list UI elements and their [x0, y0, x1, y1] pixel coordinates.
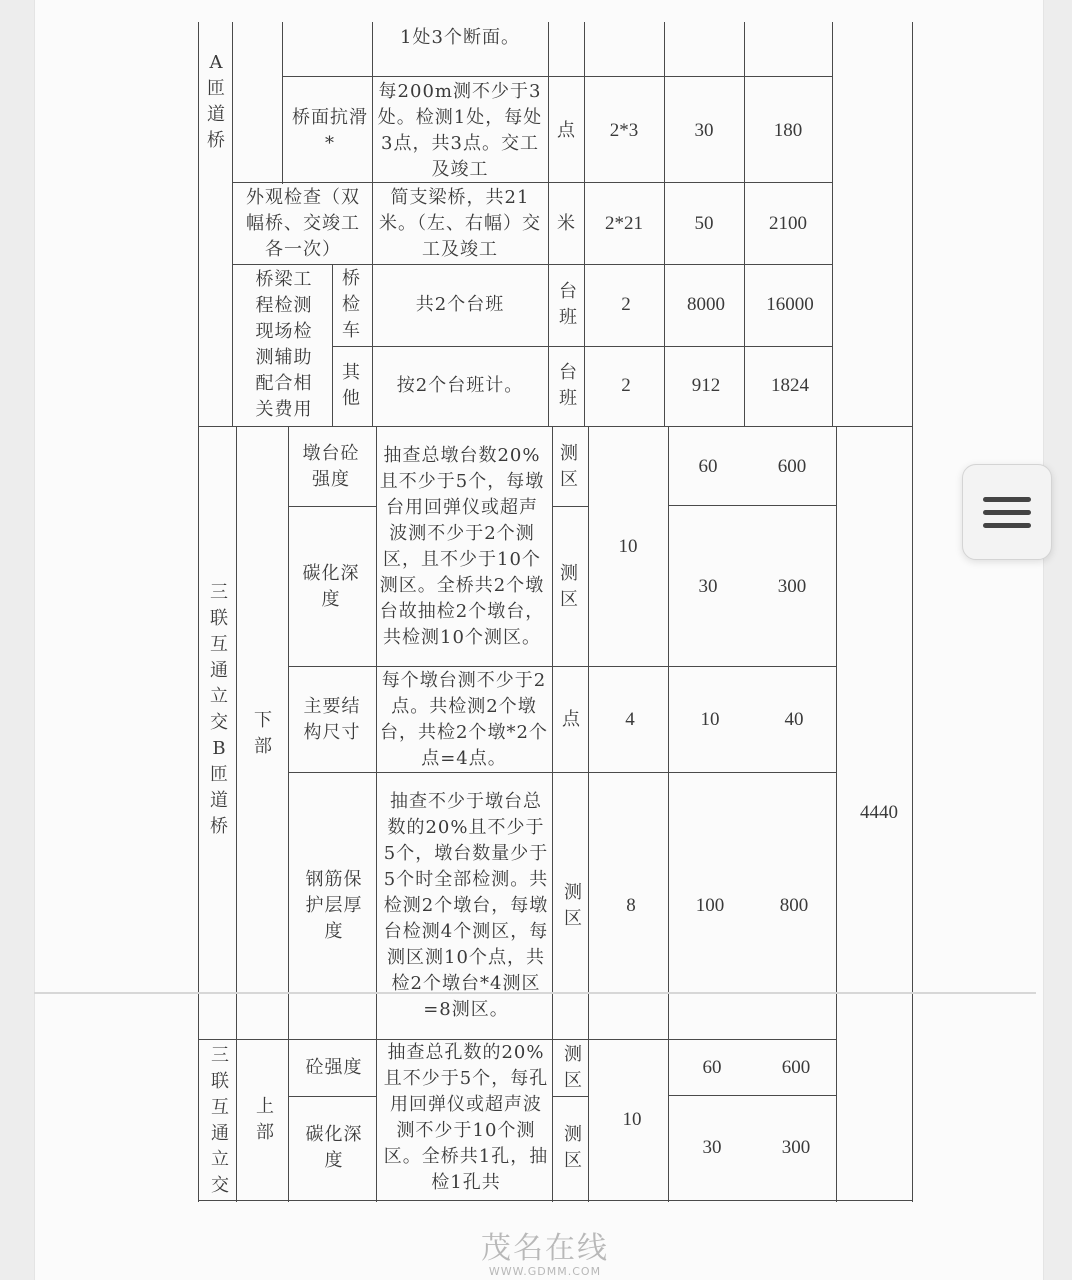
grid-line	[744, 22, 745, 426]
grid-line	[282, 22, 283, 184]
cell-item: 外观检查（双幅桥、交竣工各一次）	[246, 187, 360, 260]
cell-unit: 台班	[559, 362, 577, 409]
cell-item: 碳化深度	[305, 1124, 363, 1171]
grid-line	[664, 22, 665, 426]
cell-qty: 2*3	[609, 120, 639, 141]
cell-unit: 测区	[564, 882, 582, 929]
cell-part-upper: 上部	[256, 1096, 274, 1143]
cell-price: 60	[698, 456, 718, 477]
cell-price: 30	[698, 576, 718, 597]
grid-line	[548, 22, 549, 426]
cell-unit: 测区	[564, 1044, 582, 1091]
cell-unit: 米	[557, 213, 575, 234]
cell-item: 桥面抗滑*	[292, 107, 368, 154]
grid-line	[332, 346, 832, 347]
cell-unit: 点	[562, 709, 580, 730]
cell-unit: 测区	[560, 563, 578, 610]
cell-amount: 600	[781, 1057, 811, 1078]
cell-unit: 测区	[560, 443, 578, 490]
cell-part-lower: 下部	[254, 709, 272, 757]
cell-price: 60	[702, 1057, 722, 1078]
cell-price: 8000	[687, 294, 725, 315]
cell-qty-merged: 10	[622, 1109, 642, 1130]
cell-amount: 16000	[766, 294, 814, 315]
grid-line	[198, 1200, 912, 1201]
cell-method: 1处3个断面。	[400, 27, 520, 48]
cell-price: 100	[695, 895, 725, 916]
grid-line	[288, 506, 376, 507]
cell-price: 10	[700, 709, 720, 730]
cell-item: 桥检车	[342, 268, 360, 341]
grid-line	[836, 427, 837, 1202]
grid-line	[552, 506, 588, 507]
cell-method-merged: 抽查总墩台数20%且不少于5个，每墩台用回弹仪或超声波测不少于2个测区，且不少于10个测区。全桥共2个墩台故抽检2个墩台，共检测10个测区。	[379, 445, 545, 648]
grid-line	[288, 1096, 376, 1097]
cell-group: 桥梁工程检测现场检测辅助配合相关费用	[255, 269, 313, 420]
grid-line	[236, 427, 237, 1202]
grid-line	[912, 22, 913, 1202]
cell-amount: 40	[784, 709, 804, 730]
cell-item: 碳化深度	[302, 563, 360, 610]
grid-line	[232, 182, 832, 183]
cell-price: 30	[702, 1137, 722, 1158]
cell-item: 墩台砼强度	[302, 443, 360, 490]
page-boundary	[34, 992, 1036, 994]
cell-amount: 800	[779, 895, 809, 916]
watermark-url: WWW.GDMM.COM	[488, 1265, 602, 1278]
grid-line	[552, 1096, 588, 1097]
cell-amount: 1824	[771, 375, 809, 396]
cell-qty-merged: 10	[618, 536, 638, 557]
section-label-a-bridge: A匝道桥	[207, 52, 225, 151]
grid-line	[198, 426, 912, 427]
watermark-logo: 茂名在线	[481, 1231, 609, 1266]
grid-line	[668, 505, 836, 506]
cell-amount: 600	[777, 456, 807, 477]
grid-line	[288, 666, 836, 667]
hamburger-menu-icon	[983, 489, 1031, 536]
grid-line	[832, 22, 833, 426]
grid-line	[232, 22, 233, 426]
cell-price: 30	[694, 120, 714, 141]
cell-method: 每200m测不少于3处。检测1处，每处3点，共3点。交工及竣工	[377, 81, 543, 180]
cell-method: 每个墩台测不少于2点。共检测2个墩台，共检2个墩*2个点=4点。	[380, 670, 548, 769]
cell-price: 50	[694, 213, 714, 234]
cell-qty: 8	[626, 895, 636, 916]
cell-amount: 300	[781, 1137, 811, 1158]
grid-line	[372, 22, 373, 426]
grid-line	[198, 1039, 836, 1040]
grid-line	[668, 427, 669, 1202]
grid-line	[232, 264, 832, 265]
cell-qty: 2	[621, 294, 631, 315]
grid-line	[588, 427, 589, 1202]
cell-method: 按2个台班计。	[396, 375, 524, 396]
cell-method-merged: 抽查总孔数的20%且不少于5个，每孔用回弹仪或超声波测不少于10个测区。全桥共1孔，抽检1孔共	[383, 1042, 549, 1193]
cell-method: 简支梁桥，共21米。（左、右幅）交工及竣工	[379, 187, 541, 260]
cell-qty: 2*21	[605, 213, 643, 234]
cell-qty: 4	[625, 709, 635, 730]
cell-amount: 2100	[769, 213, 807, 234]
cell-method: 共2个台班	[415, 294, 505, 315]
cell-method: 抽查不少于墩台总数的20%且不少于5个，墩台数量少于5个时全部检测。共检测2个墩台，每墩台检测4个测区，每测区测10个点，共检2个墩台*4测区=8测区。	[383, 791, 549, 1020]
grid-line	[198, 22, 199, 1202]
cell-item: 砼强度	[305, 1057, 363, 1078]
grid-line	[668, 1095, 836, 1096]
cell-unit: 台班	[559, 281, 577, 328]
grid-line	[282, 76, 832, 77]
grid-line	[376, 427, 377, 1202]
cell-item: 其他	[342, 362, 360, 409]
grid-line	[552, 427, 553, 1202]
watermark	[430, 1232, 660, 1280]
cell-item: 钢筋保护层厚度	[305, 869, 363, 942]
section-label-next-bridge: 三联互通立交	[211, 1045, 229, 1196]
cell-amount: 300	[777, 576, 807, 597]
cell-section-total: 4440	[860, 802, 898, 823]
cell-unit: 测区	[564, 1124, 582, 1171]
grid-line	[584, 22, 585, 426]
grid-line	[288, 427, 289, 1202]
cell-price: 912	[691, 375, 721, 396]
cell-amount: 180	[773, 120, 803, 141]
grid-line	[288, 772, 836, 773]
cell-item: 主要结构尺寸	[303, 696, 361, 743]
grid-line	[332, 264, 333, 426]
cell-unit: 点	[557, 120, 575, 141]
menu-button[interactable]	[962, 464, 1052, 560]
section-label-b-bridge: 三联互通立交B匝道桥	[210, 581, 228, 837]
cell-qty: 2	[621, 375, 631, 396]
